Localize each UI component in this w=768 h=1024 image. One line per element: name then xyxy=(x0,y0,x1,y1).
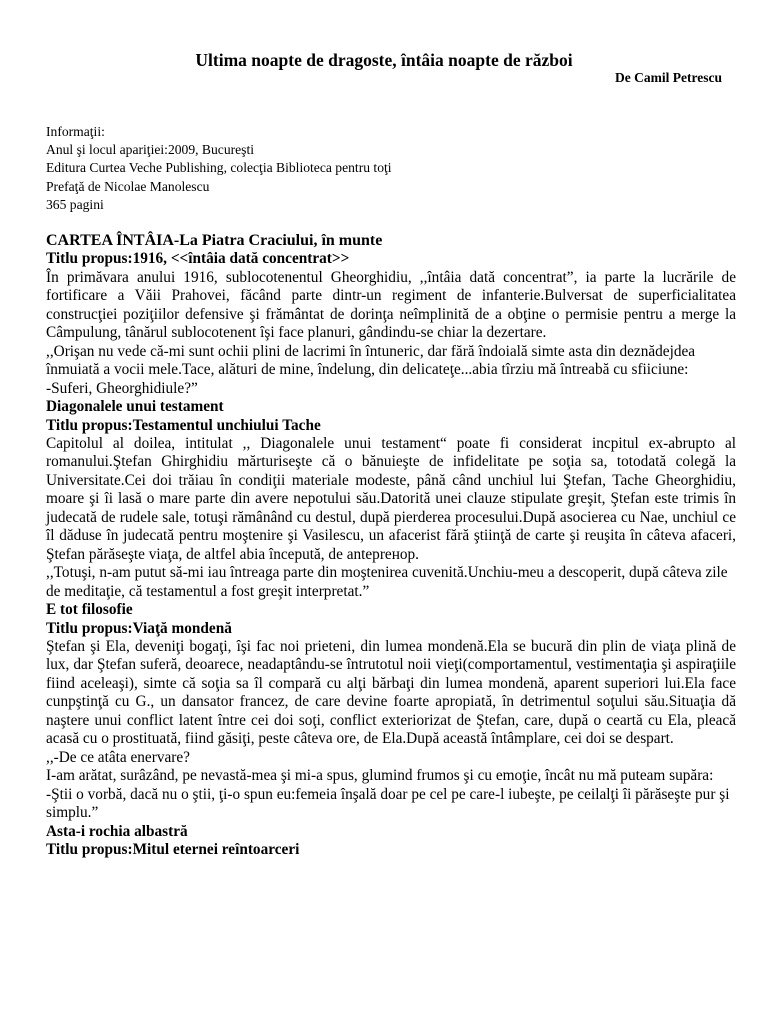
info-year-place: Anul şi locul apariţiei:2009, Bucureşti xyxy=(46,142,255,158)
section-proposed-title: Titlu propus:1916, <<întâia dată concentrat>> xyxy=(46,250,350,268)
section-heading: Asta-i rochia albastră xyxy=(46,822,188,840)
info-heading: Informaţii: xyxy=(46,124,105,139)
document-title: Ultima noapte de dragoste, întâia noapte de război xyxy=(195,50,573,70)
section-heading: E tot filosofie xyxy=(46,601,133,619)
section-dialogue: -Ştii o vorbă, dacă nu o ştii, ţi-o spun eu:femeia înşală doar pe cel pe care-l iubeşte, pe ceilalţi îi părăseşte pur şi simplu.” xyxy=(46,785,730,822)
section-dialogue: ,,-De ce atâta enervare? xyxy=(46,748,190,766)
section-paragraph: Ştefan şi Ela, deveniţi bogaţi, îşi fac noi prieteni, din lumea mondenă.Ela se bucură din plin de viaţa plină de lux, dar Ştefan suferă, deoarece, neadaptându-se întrutotul noii vieţi(comportamentul, vestimentaţia şi aspiraţiile fiind aceleaşi), simte că soţia sa îl compară cu alţi bărbaţi din lumea mondenă, aparent superiori lui.Ela face cunpştinţă cu G., un dansator francez, de care devine foarte apropiată, în detrimentul soţului său.Situaţia dă naştere unui conflict latent între cei doi soţi, conflict exteriorizat de Ştefan, care, după o ceartă cu Ela, pleacă acasă cu o prostituată, fiind găsiţi, peste câteva ore, de Ela.După această întâmplare, cei doi se despart. xyxy=(46,637,736,748)
info-preface: Prefaţă de Nicolae Manolescu xyxy=(46,178,210,194)
info-publisher: Editura Curtea Veche Publishing, colecţia Biblioteca pentru toţi xyxy=(46,160,392,176)
info-pages: 365 pagini xyxy=(46,196,104,212)
document-body xyxy=(46,232,736,859)
section-paragraph: Capitolul al doilea, intitulat ,, Diagonalele unui testament“ poate fi considerat incpitul ex-abrupto al romanului.Ştefan Ghirghidiu mărturiseşte că o bănuieşte de infidelitate pe soţia sa, totodată colegă la Universitate.Cei doi trăiau în condiţii materiale modeste, până când unchiul lui Ştefan, Tache Gheorghidiu, moare şi îi lasă o mare parte din avere nepotului său.Datorită unei clauze stipulate greşit, Ştefan este trimis în judecată de rudele sale, totuşi rămânând cu destul, după pierderea procesului.După asocierea cu Nae, unchiul ce îl dăduse în judecată pentru moştenire şi Vasilescu, un afacerist fără ştiinţă de carte şi reuşita în câteva afaceri, Ştefan părăseşte viaţa, de altfel abia începută, de antepreнор. xyxy=(46,434,736,563)
section-paragraph: În primăvara anului 1916, sublocotenentul Gheorghidiu, ,,întâia dată concentrat”, ia parte la lucrările de fortificare a Văii Prahovei, făcând parte dintr-un regiment de infanterie.Bulversat de superficialitatea construcţiei poziţiilor defensive şi frământat de dorinţa neîmplinită de a obţine o permisie pentru a merge la Câmpulung, tânărul sublocotenent îşi face planuri, gândindu-se chiar la dezertare. xyxy=(46,268,736,342)
section-dialogue: -Suferi, Gheorghidiule?” xyxy=(46,379,198,397)
document-author: De Camil Petrescu xyxy=(615,70,722,85)
book-heading: CARTEA ÎNTÂIA-La Piatra Craciului, în munte xyxy=(46,232,383,249)
section-heading: Diagonalele unui testament xyxy=(46,398,224,416)
section-proposed-title: Titlu propus:Testamentul unchiului Tache xyxy=(46,416,321,434)
section-quote: ,,Totuşi, n-am putut să-mi iau întreaga parte din moştenirea cuvenită.Unchiu-meu a descoperit, după câteva zile de meditaţie, că testamentul a fost greşit interpretat.” xyxy=(46,564,728,600)
section-quote: ,,Orişan nu vede că-mi sunt ochii plini de lacrimi în întuneric, dar fără îndoială simte asta din deznădejdea înmuiată a vocii mele.Tace, alături de mine, îndelung, din delicateţe...abia tîrziu mă întreabă cu sfiiciune: xyxy=(46,342,696,379)
section-proposed-title: Titlu propus:Mitul eternei reîntoarceri xyxy=(46,840,300,858)
section-proposed-title: Titlu propus:Viaţă mondenă xyxy=(46,619,232,637)
info-block xyxy=(46,123,726,214)
section-dialogue: I-am arătat, surâzând, pe nevastă-mea şi mi-a spus, glumind frumos şi cu emoţie, încât nu mă puteam supăra: xyxy=(46,767,714,785)
